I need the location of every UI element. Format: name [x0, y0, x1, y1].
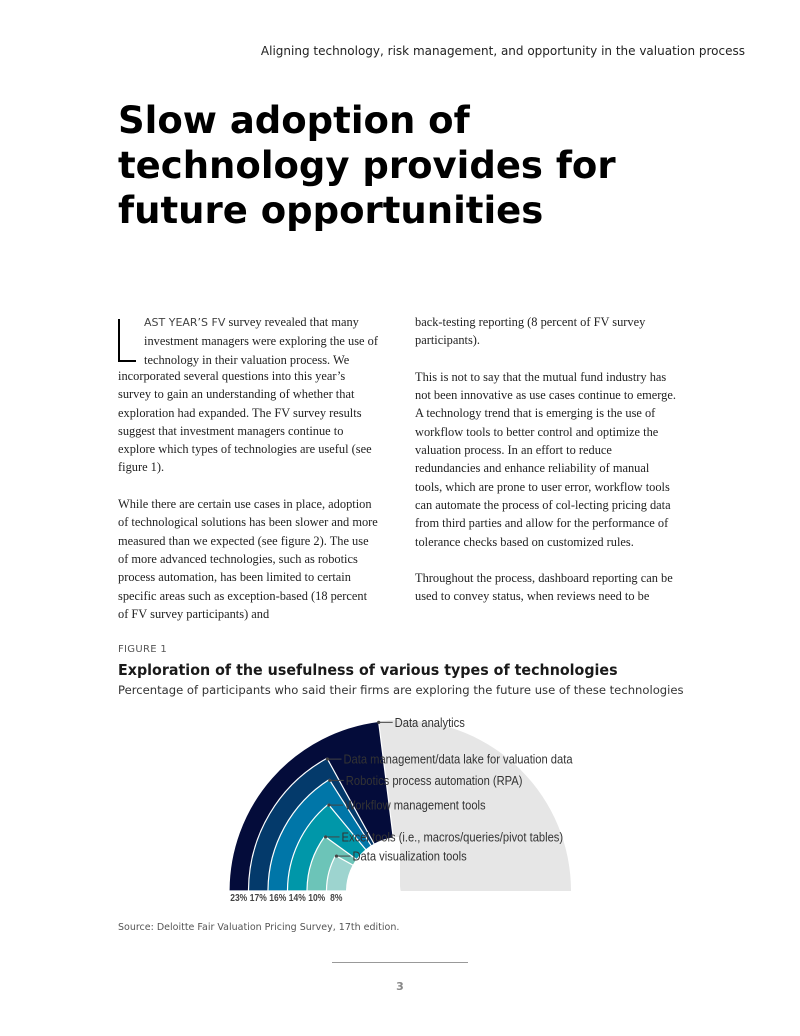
footer-divider — [332, 962, 468, 963]
chart-value-label-5: 8% — [330, 892, 343, 904]
article-title: Slow adoption of technology provides for future opportunities — [118, 99, 616, 232]
chart-value-label-0: 23% — [230, 892, 248, 904]
chart-value-label-1: 17% — [249, 892, 267, 904]
paragraph-5: Throughout the process, dashboard reporting can be used to convey status, when reviews need to be — [415, 571, 673, 604]
chart-value-label-3: 14% — [288, 892, 306, 904]
chart-leader-dot-3 — [327, 803, 330, 806]
chart-leader-dot-0 — [377, 721, 380, 724]
paragraph-3: back-testing reporting (8 percent of FV survey participants). — [415, 315, 646, 348]
chart-leader-dot-2 — [328, 779, 331, 782]
chart-category-label-5: Data visualization tools — [352, 848, 467, 864]
running-header: Aligning technology, risk management, and opportunity in the valuation process — [260, 44, 745, 58]
figure-source: Source: Deloitte Fair Valuation Pricing Survey, 17th edition. — [118, 922, 400, 933]
paragraph-1-continued: incorporated several questions into this year’s survey to gain an understanding of whether that exploration had expanded. The FV survey results suggest that investment managers continue to explore which types of technologies are useful (see figure 1). — [118, 369, 372, 475]
intro-rest: survey revealed that many investment managers were exploring the use of technology in their valuation process. We — [144, 315, 378, 367]
chart-leader-dot-5 — [335, 854, 338, 857]
figure-subtitle: Percentage of participants who said their firms are exploring the future use of these technologies — [118, 683, 684, 697]
chart-category-label-3: Workflow management tools — [344, 797, 486, 813]
chart-value-label-4: 10% — [308, 892, 326, 904]
paragraph-2: While there are certain use cases in place, adoption of technological solutions has been slower and more measured than we expected (see figure 2). The use of more advanced technologies, such as robotics process automation, has been limited to certain specific areas such as exception-based (18 percent of FV survey participants) and — [118, 497, 378, 621]
chart-value-label-2: 16% — [269, 892, 287, 904]
chart-leader-dot-4 — [324, 835, 327, 838]
chart-category-label-0: Data analytics — [394, 715, 465, 731]
chart-category-label-1: Data management/data lake for valuation data — [343, 751, 573, 767]
chart-category-label-4: Excel tools (i.e., macros/queries/pivot tables) — [341, 829, 564, 845]
figure-title: Exploration of the usefulness of various types of technologies — [118, 661, 618, 679]
page-number: 3 — [396, 980, 404, 993]
intro-small-caps: AST YEAR’S FV — [144, 316, 226, 329]
chart-leader-dot-1 — [326, 758, 329, 761]
figure-label: FIGURE 1 — [118, 644, 167, 655]
chart-category-label-2: Robotics process automation (RPA) — [345, 773, 523, 789]
paragraph-4: This is not to say that the mutual fund industry has not been innovative as use cases continue to emerge. A technology trend that is emerging is the use of workflow tools to better control and optimize the valuation process. In an effort to reduce redundancies and enhance reliability of manual tools, which are prone to user error, workflow tools can automate the process of col-lecting pricing data from third parties and allow for the performance of tolerance checks based on customized rules. — [415, 369, 676, 549]
